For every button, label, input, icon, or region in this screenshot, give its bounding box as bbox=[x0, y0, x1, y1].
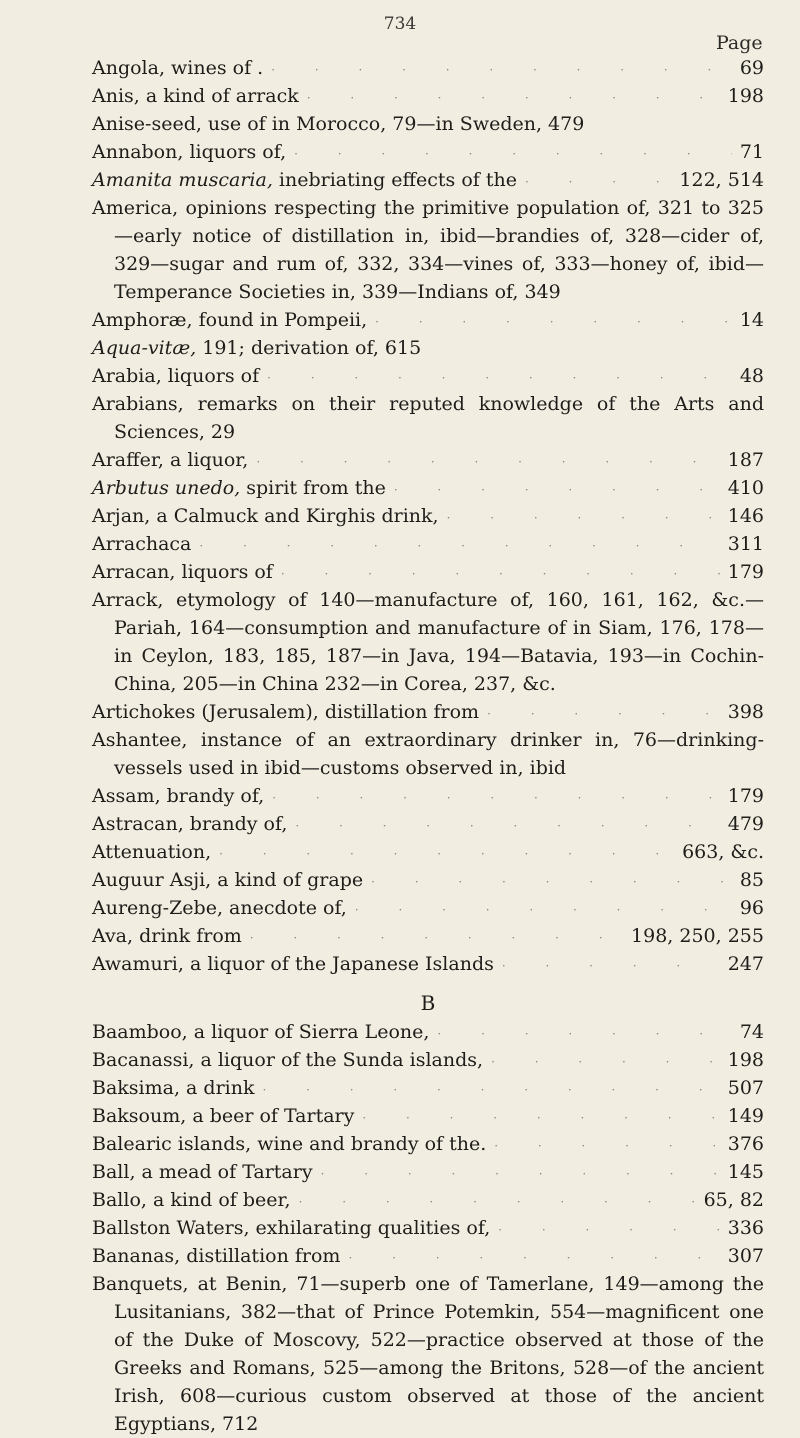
dot-leader bbox=[371, 876, 732, 888]
entry-paragraph-text: Anise-seed, use of in Morocco, 79—in Sweden, 479 bbox=[92, 113, 585, 135]
dot-leader bbox=[437, 1028, 731, 1040]
entry-term bbox=[92, 950, 494, 978]
index-entry bbox=[92, 138, 764, 166]
dot-leader bbox=[267, 372, 732, 384]
index-entry bbox=[92, 334, 764, 362]
index-entry bbox=[92, 1270, 764, 1438]
entry-term bbox=[92, 1186, 291, 1214]
dot-leader bbox=[307, 92, 720, 104]
dot-leader bbox=[199, 540, 719, 552]
index-entry bbox=[92, 446, 764, 474]
entry-term-italic: Amanita muscaria, bbox=[92, 169, 273, 191]
index-entry bbox=[92, 922, 764, 950]
entry-page: 69 bbox=[739, 57, 764, 79]
entry-term bbox=[92, 362, 259, 390]
index-entry bbox=[92, 1214, 764, 1242]
entry-term-text: Angola, wines of . bbox=[92, 57, 264, 79]
entry-paragraph bbox=[92, 194, 764, 306]
entry-page: 198 bbox=[727, 1049, 764, 1071]
entry-term-text: Auguur Asji, a kind of grape bbox=[92, 869, 364, 891]
entry-page: 410 bbox=[727, 477, 764, 499]
index-entry bbox=[92, 1046, 764, 1074]
entry-page: 179 bbox=[727, 785, 764, 807]
entry-term-text: Attenuation, bbox=[92, 841, 212, 863]
dot-leader bbox=[447, 512, 720, 524]
entry-term-text: Amphoræ, found in Pompeii, bbox=[92, 309, 368, 331]
entry-term-text: Arracan, liquors of bbox=[92, 561, 273, 583]
page-number: 734 bbox=[383, 14, 417, 34]
entry-page: 96 bbox=[739, 897, 764, 919]
dot-leader bbox=[219, 848, 674, 860]
dot-leader bbox=[487, 708, 720, 720]
entry-page: 179 bbox=[727, 561, 764, 583]
entry-term-italic: Arbutus unedo, bbox=[92, 477, 241, 499]
entry-term-text: Bacanassi, a liquor of the Sunda islands, bbox=[92, 1049, 484, 1071]
entry-paragraph-text: Banquets, at Benin, 71—superb one of Tamerlane, 149—among the Lusitanians, 382—that of Prince Potemkin, 554—magnificent one of the Duke of Moscovy, 522—practice observed at those of the Greeks and Romans, 525—among the Britons, 528—of the ancient Irish, 608—curious custom observed at those of the ancient Egyptians, 712 bbox=[92, 1273, 764, 1435]
entry-term-text: spirit from the bbox=[240, 477, 386, 499]
entry-term-text: Annabon, liquors of, bbox=[92, 141, 287, 163]
entry-term-text: Assam, brandy of, bbox=[92, 785, 265, 807]
entry-term-text: inebriating effects of the bbox=[272, 169, 517, 191]
index-entry bbox=[92, 166, 764, 194]
entry-term bbox=[92, 1242, 340, 1270]
entry-term bbox=[92, 306, 367, 334]
entry-page: 311 bbox=[727, 533, 764, 555]
entry-paragraph bbox=[92, 586, 764, 698]
entry-term bbox=[92, 558, 273, 586]
entry-term-text: Bananas, distillation from bbox=[92, 1245, 341, 1267]
entry-term bbox=[92, 166, 517, 194]
entry-term-text: Ball, a mead of Tartary bbox=[92, 1161, 313, 1183]
index-entry bbox=[92, 82, 764, 110]
dot-leader bbox=[271, 64, 732, 76]
dot-leader bbox=[362, 1112, 719, 1124]
entry-term bbox=[92, 530, 191, 558]
entry-page: 85 bbox=[739, 869, 764, 891]
entry-term bbox=[92, 1158, 313, 1186]
dot-leader bbox=[294, 148, 732, 160]
entry-term bbox=[92, 82, 299, 110]
index-entry bbox=[92, 530, 764, 558]
entry-page: 48 bbox=[739, 365, 764, 387]
entry-page: 122, 514 bbox=[679, 169, 764, 191]
entry-paragraph-text: Arrack, etymology of 140—manufacture of, 160, 161, 162, &c.—Pariah, 164—consumption and manufacture of in Siam, 176, 178—in Ceylon, 183, 185, 187—in Java, 194—Batavia, 193—in Cochin-China, 205—in China 232—in Corea, 237, &c. bbox=[92, 589, 764, 695]
entry-paragraph-text: America, opinions respecting the primitive population of, 321 to 325—early notice of distillation in, ibid—brandies of, 328—cider of, 329—sugar and rum of, 332, 334—vines of, 333—honey of, ibid—Temperance Societies in, 339—Indians of, 349 bbox=[92, 197, 764, 303]
page-column-label: Page bbox=[716, 32, 763, 54]
entry-page: 198 bbox=[727, 85, 764, 107]
dot-leader bbox=[256, 456, 719, 468]
entry-term bbox=[92, 866, 363, 894]
entry-term bbox=[92, 54, 263, 82]
index-entry bbox=[92, 782, 764, 810]
dot-leader bbox=[250, 932, 623, 944]
index-list bbox=[92, 54, 764, 1438]
index-entry bbox=[92, 838, 764, 866]
entry-term-text: Baamboo, a liquor of Sierra Leone, bbox=[92, 1021, 430, 1043]
dot-leader bbox=[348, 1252, 719, 1264]
entry-term-text: Baksoum, a beer of Tartary bbox=[92, 1105, 355, 1127]
index-entry bbox=[92, 1186, 764, 1214]
entry-term-text: Arjan, a Calmuck and Kirghis drink, bbox=[92, 505, 439, 527]
entry-term bbox=[92, 1018, 429, 1046]
dot-leader bbox=[375, 316, 732, 328]
entry-page: 146 bbox=[727, 505, 764, 527]
dot-leader bbox=[355, 904, 732, 916]
dot-leader bbox=[321, 1168, 720, 1180]
entry-term bbox=[92, 446, 248, 474]
dot-leader bbox=[281, 568, 720, 580]
entry-page: 71 bbox=[739, 141, 764, 163]
entry-term bbox=[92, 838, 211, 866]
index-entry bbox=[92, 362, 764, 390]
entry-term bbox=[92, 1214, 490, 1242]
entry-page: 507 bbox=[727, 1077, 764, 1099]
entry-term-text: Baksima, a drink bbox=[92, 1077, 255, 1099]
entry-term-text: Arrachaca bbox=[92, 533, 192, 555]
index-entry bbox=[92, 54, 764, 82]
entry-paragraph-text: Arabians, remarks on their reputed knowledge of the Arts and Sciences, 29 bbox=[92, 393, 764, 443]
entry-paragraph bbox=[92, 726, 764, 782]
entry-paragraph-text: Ashantee, instance of an extraordinary drinker in, 76—drinking-vessels used in ibid—customs observed in, ibid bbox=[92, 729, 764, 779]
entry-term bbox=[92, 1102, 354, 1130]
dot-leader bbox=[494, 1140, 719, 1152]
entry-page: 479 bbox=[727, 813, 764, 835]
dot-leader bbox=[394, 484, 720, 496]
dot-leader bbox=[502, 960, 720, 972]
index-entry bbox=[92, 110, 764, 138]
entry-page: 65, 82 bbox=[703, 1189, 764, 1211]
entry-page: 336 bbox=[727, 1217, 764, 1239]
dot-leader bbox=[299, 1196, 696, 1208]
entry-term-text: Astracan, brandy of, bbox=[92, 813, 288, 835]
index-entry bbox=[92, 1242, 764, 1270]
index-entry bbox=[92, 1018, 764, 1046]
index-entry bbox=[92, 950, 764, 978]
entry-term-text: Ballston Waters, exhilarating qualities of, bbox=[92, 1217, 491, 1239]
entry-term bbox=[92, 894, 347, 922]
entry-term-text: Awamuri, a liquor of the Japanese Islands bbox=[92, 953, 494, 975]
entry-term bbox=[92, 1074, 255, 1102]
entry-term-text: Ballo, a kind of beer, bbox=[92, 1189, 291, 1211]
entry-paragraph bbox=[92, 334, 764, 362]
index-entry bbox=[92, 474, 764, 502]
entry-term-text: Araffer, a liquor, bbox=[92, 449, 249, 471]
dot-leader bbox=[525, 176, 671, 188]
entry-page: 247 bbox=[727, 953, 764, 975]
index-entry bbox=[92, 586, 764, 698]
entry-term bbox=[92, 1130, 486, 1158]
section-letter: B bbox=[420, 991, 436, 1015]
entry-term bbox=[92, 782, 264, 810]
index-entry bbox=[92, 698, 764, 726]
index-entry bbox=[92, 1158, 764, 1186]
dot-leader bbox=[491, 1056, 720, 1068]
entry-paragraph bbox=[92, 390, 764, 446]
entry-term-text: Aureng-Zebe, anecdote of, bbox=[92, 897, 347, 919]
entry-page: 145 bbox=[727, 1161, 764, 1183]
entry-page: 149 bbox=[727, 1105, 764, 1127]
entry-term-text: Anis, a kind of arrack bbox=[92, 85, 299, 107]
dot-leader bbox=[272, 792, 720, 804]
index-entry bbox=[92, 810, 764, 838]
entry-term-text: Balearic islands, wine and brandy of the. bbox=[92, 1133, 487, 1155]
index-entry bbox=[92, 502, 764, 530]
entry-term-text: Artichokes (Jerusalem), distillation from bbox=[92, 701, 480, 723]
entry-term bbox=[92, 1046, 483, 1074]
entry-term bbox=[92, 474, 386, 502]
index-entry bbox=[92, 390, 764, 446]
entry-paragraph bbox=[92, 110, 764, 138]
entry-page: 14 bbox=[739, 309, 764, 331]
dot-leader bbox=[263, 1084, 720, 1096]
index-entry bbox=[92, 558, 764, 586]
entry-page: 663, &c. bbox=[682, 841, 764, 863]
entry-term bbox=[92, 138, 286, 166]
entry-term-text: Ava, drink from bbox=[92, 925, 242, 947]
entry-term-text: Arabia, liquors of bbox=[92, 365, 260, 387]
entry-term bbox=[92, 922, 242, 950]
entry-term-italic: Aqua-vitæ, bbox=[92, 337, 197, 359]
entry-page: 198, 250, 255 bbox=[631, 925, 764, 947]
index-entry bbox=[92, 866, 764, 894]
entry-page: 398 bbox=[727, 701, 764, 723]
index-entry bbox=[92, 1074, 764, 1102]
entry-term bbox=[92, 698, 479, 726]
index-entry bbox=[92, 1102, 764, 1130]
dot-leader bbox=[498, 1224, 719, 1236]
entry-page: 307 bbox=[727, 1245, 764, 1267]
index-entry bbox=[92, 894, 764, 922]
entry-page: 74 bbox=[739, 1021, 764, 1043]
entry-paragraph-text: 191; derivation of, 615 bbox=[196, 337, 422, 359]
entry-page: 376 bbox=[727, 1133, 764, 1155]
index-entry bbox=[92, 306, 764, 334]
index-entry bbox=[92, 194, 764, 306]
entry-paragraph bbox=[92, 1270, 764, 1438]
index-entry bbox=[92, 1130, 764, 1158]
index-entry bbox=[92, 726, 764, 782]
entry-page: 187 bbox=[727, 449, 764, 471]
entry-term bbox=[92, 810, 287, 838]
dot-leader bbox=[295, 820, 719, 832]
entry-term bbox=[92, 502, 439, 530]
